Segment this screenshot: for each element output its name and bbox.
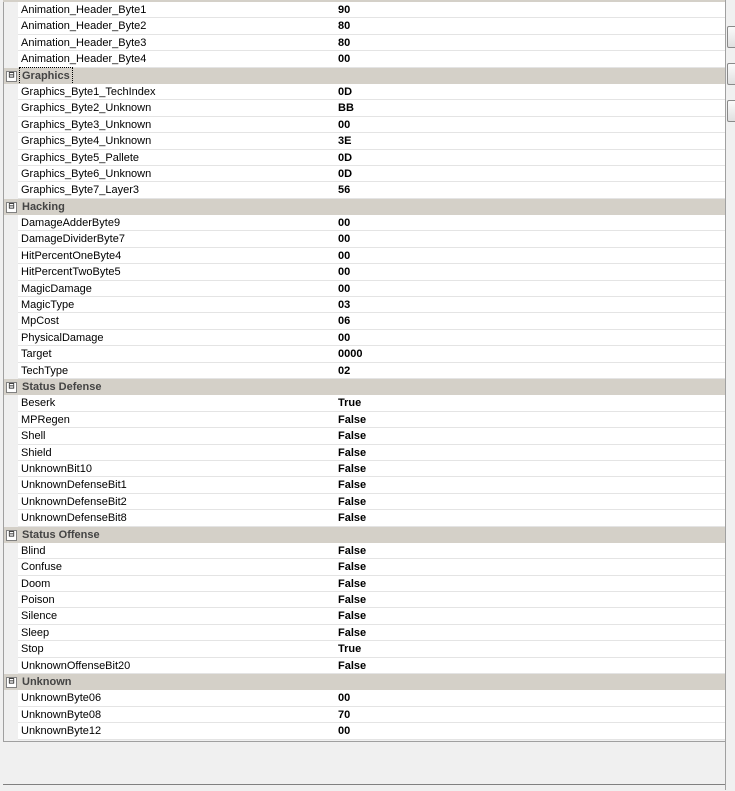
property-value[interactable]: False [335, 658, 726, 674]
property-name[interactable]: Animation_Header_Byte1 [18, 2, 338, 18]
property-name[interactable]: MPRegen [18, 412, 338, 428]
property-name[interactable]: PhysicalDamage [18, 330, 338, 346]
property-row[interactable] [4, 248, 726, 264]
property-name[interactable]: DamageAdderByte9 [18, 215, 338, 231]
property-value[interactable]: 0D [335, 84, 726, 100]
property-name[interactable]: UnknownOffenseBit20 [18, 658, 338, 674]
property-value[interactable]: 00 [335, 248, 726, 264]
property-value[interactable]: 90 [335, 2, 726, 18]
property-row[interactable] [4, 117, 726, 133]
property-name[interactable]: Shield [18, 445, 338, 461]
property-value[interactable]: 00 [335, 723, 726, 739]
property-value[interactable]: 00 [335, 690, 726, 706]
property-row[interactable] [4, 264, 726, 280]
property-name[interactable]: Graphics_Byte2_Unknown [18, 100, 338, 116]
property-row[interactable] [4, 51, 726, 67]
property-name[interactable]: Graphics_Byte3_Unknown [18, 117, 338, 133]
property-row[interactable] [4, 477, 726, 493]
property-row[interactable] [4, 690, 726, 706]
property-value[interactable]: 56 [335, 182, 726, 198]
property-value[interactable]: False [335, 559, 726, 575]
property-row[interactable] [4, 461, 726, 477]
collapse-toggle-icon[interactable]: ⊟ [6, 202, 17, 213]
property-row[interactable] [4, 576, 726, 592]
property-row[interactable] [4, 445, 726, 461]
property-row[interactable] [4, 625, 726, 641]
property-row[interactable] [4, 133, 726, 149]
property-value[interactable]: 0D [335, 166, 726, 182]
property-name[interactable]: MagicDamage [18, 281, 338, 297]
property-value[interactable]: False [335, 576, 726, 592]
property-row[interactable] [4, 150, 726, 166]
property-row[interactable] [4, 543, 726, 559]
collapse-toggle-icon[interactable]: ⊟ [6, 677, 17, 688]
property-row[interactable] [4, 494, 726, 510]
property-value[interactable]: 00 [335, 117, 726, 133]
property-name[interactable]: Graphics_Byte5_Pallete [18, 150, 338, 166]
property-row[interactable] [4, 363, 726, 379]
collapse-toggle-icon[interactable]: ⊟ [6, 530, 17, 541]
side-button-3[interactable] [727, 100, 735, 122]
category-status-offense[interactable] [4, 527, 726, 543]
property-name[interactable]: Graphics_Byte1_TechIndex [18, 84, 338, 100]
property-name[interactable]: Stop [18, 641, 338, 657]
property-name[interactable]: TechType [18, 363, 338, 379]
property-name[interactable]: UnknownDefenseBit1 [18, 477, 338, 493]
property-row[interactable] [4, 182, 726, 198]
property-value[interactable]: 00 [335, 51, 726, 67]
property-value[interactable]: 0000 [335, 346, 726, 362]
property-row[interactable] [4, 346, 726, 362]
category-status-defense[interactable] [4, 379, 726, 395]
right-side-panel [725, 0, 735, 790]
property-row[interactable] [4, 2, 726, 18]
property-value[interactable]: False [335, 477, 726, 493]
property-row[interactable] [4, 281, 726, 297]
property-value[interactable]: False [335, 608, 726, 624]
side-button-2[interactable] [727, 63, 735, 85]
property-name[interactable]: Animation_Header_Byte4 [18, 51, 338, 67]
property-row[interactable] [4, 100, 726, 116]
property-value[interactable]: 70 [335, 707, 726, 723]
property-row[interactable] [4, 231, 726, 247]
property-value[interactable]: False [335, 510, 726, 526]
property-value[interactable]: False [335, 461, 726, 477]
category-label: Status Offense [22, 528, 100, 541]
property-row[interactable] [4, 18, 726, 34]
property-grid [3, 0, 726, 742]
category-graphics[interactable] [4, 68, 726, 84]
property-name[interactable]: DamageDividerByte7 [18, 231, 338, 247]
property-name[interactable]: UnknownDefenseBit2 [18, 494, 338, 510]
property-row[interactable] [4, 84, 726, 100]
property-name[interactable]: HitPercentTwoByte5 [18, 264, 338, 280]
property-row[interactable] [4, 608, 726, 624]
property-name[interactable]: Graphics_Byte7_Layer3 [18, 182, 338, 198]
property-name[interactable]: Beserk [18, 395, 338, 411]
property-row[interactable] [4, 510, 726, 526]
category-unknown[interactable] [4, 674, 726, 690]
side-button-1[interactable] [727, 26, 735, 48]
property-name[interactable]: Silence [18, 608, 338, 624]
property-name[interactable]: Graphics_Byte4_Unknown [18, 133, 338, 149]
property-value[interactable]: False [335, 625, 726, 641]
property-name[interactable]: Blind [18, 543, 338, 559]
property-row[interactable] [4, 313, 726, 329]
property-value[interactable]: 00 [335, 231, 726, 247]
property-name[interactable]: Sleep [18, 625, 338, 641]
property-name[interactable]: Doom [18, 576, 338, 592]
category-label: Status Defense [22, 380, 102, 393]
property-name[interactable]: HitPercentOneByte4 [18, 248, 338, 264]
property-value[interactable]: 00 [335, 330, 726, 346]
property-row[interactable] [4, 297, 726, 313]
property-value[interactable]: False [335, 445, 726, 461]
property-name[interactable]: Confuse [18, 559, 338, 575]
description-pane [3, 741, 725, 784]
property-value[interactable]: 0D [335, 150, 726, 166]
property-value[interactable]: 80 [335, 18, 726, 34]
property-row[interactable] [4, 395, 726, 411]
property-name[interactable]: UnknownBit10 [18, 461, 338, 477]
property-name[interactable]: Graphics_Byte6_Unknown [18, 166, 338, 182]
property-value[interactable]: 03 [335, 297, 726, 313]
category-label: Graphics [22, 69, 70, 82]
category-label: Unknown [22, 676, 72, 689]
property-value[interactable]: 00 [335, 281, 726, 297]
collapse-toggle-icon[interactable]: ⊟ [6, 71, 17, 82]
property-name[interactable]: UnknownDefenseBit8 [18, 510, 338, 526]
property-row[interactable] [4, 166, 726, 182]
property-value[interactable]: False [335, 494, 726, 510]
property-row[interactable] [4, 428, 726, 444]
property-name[interactable]: MagicType [18, 297, 338, 313]
property-value[interactable]: 3E [335, 133, 726, 149]
property-row[interactable] [4, 412, 726, 428]
property-name[interactable]: UnknownByte06 [18, 690, 338, 706]
property-value[interactable]: False [335, 428, 726, 444]
property-name[interactable]: Animation_Header_Byte2 [18, 18, 338, 34]
property-name[interactable]: Target [18, 346, 338, 362]
property-value[interactable]: False [335, 592, 726, 608]
category-label: Hacking [22, 200, 65, 213]
property-row[interactable] [4, 641, 726, 657]
property-value[interactable]: True [335, 641, 726, 657]
property-value[interactable]: False [335, 412, 726, 428]
collapse-toggle-icon[interactable]: ⊟ [6, 382, 17, 393]
property-value[interactable]: 80 [335, 35, 726, 51]
property-name[interactable]: Animation_Header_Byte3 [18, 35, 338, 51]
property-row[interactable] [4, 707, 726, 723]
property-row[interactable] [4, 559, 726, 575]
property-value[interactable]: 00 [335, 264, 726, 280]
property-name[interactable]: UnknownByte12 [18, 723, 338, 739]
property-row[interactable] [4, 723, 726, 739]
property-row[interactable] [4, 35, 726, 51]
property-value[interactable]: 02 [335, 363, 726, 379]
property-value[interactable]: 06 [335, 313, 726, 329]
property-row[interactable] [4, 658, 726, 674]
grid-top-edge [3, 0, 725, 2]
category-hacking[interactable] [4, 199, 726, 215]
property-row[interactable] [4, 592, 726, 608]
property-name[interactable]: Shell [18, 428, 338, 444]
property-value[interactable]: False [335, 543, 726, 559]
property-name[interactable]: Poison [18, 592, 338, 608]
property-value[interactable]: True [335, 395, 726, 411]
property-value[interactable]: BB [335, 100, 726, 116]
property-value[interactable]: 00 [335, 215, 726, 231]
property-row[interactable] [4, 215, 726, 231]
property-row[interactable] [4, 330, 726, 346]
property-name[interactable]: UnknownByte08 [18, 707, 338, 723]
property-name[interactable]: MpCost [18, 313, 338, 329]
